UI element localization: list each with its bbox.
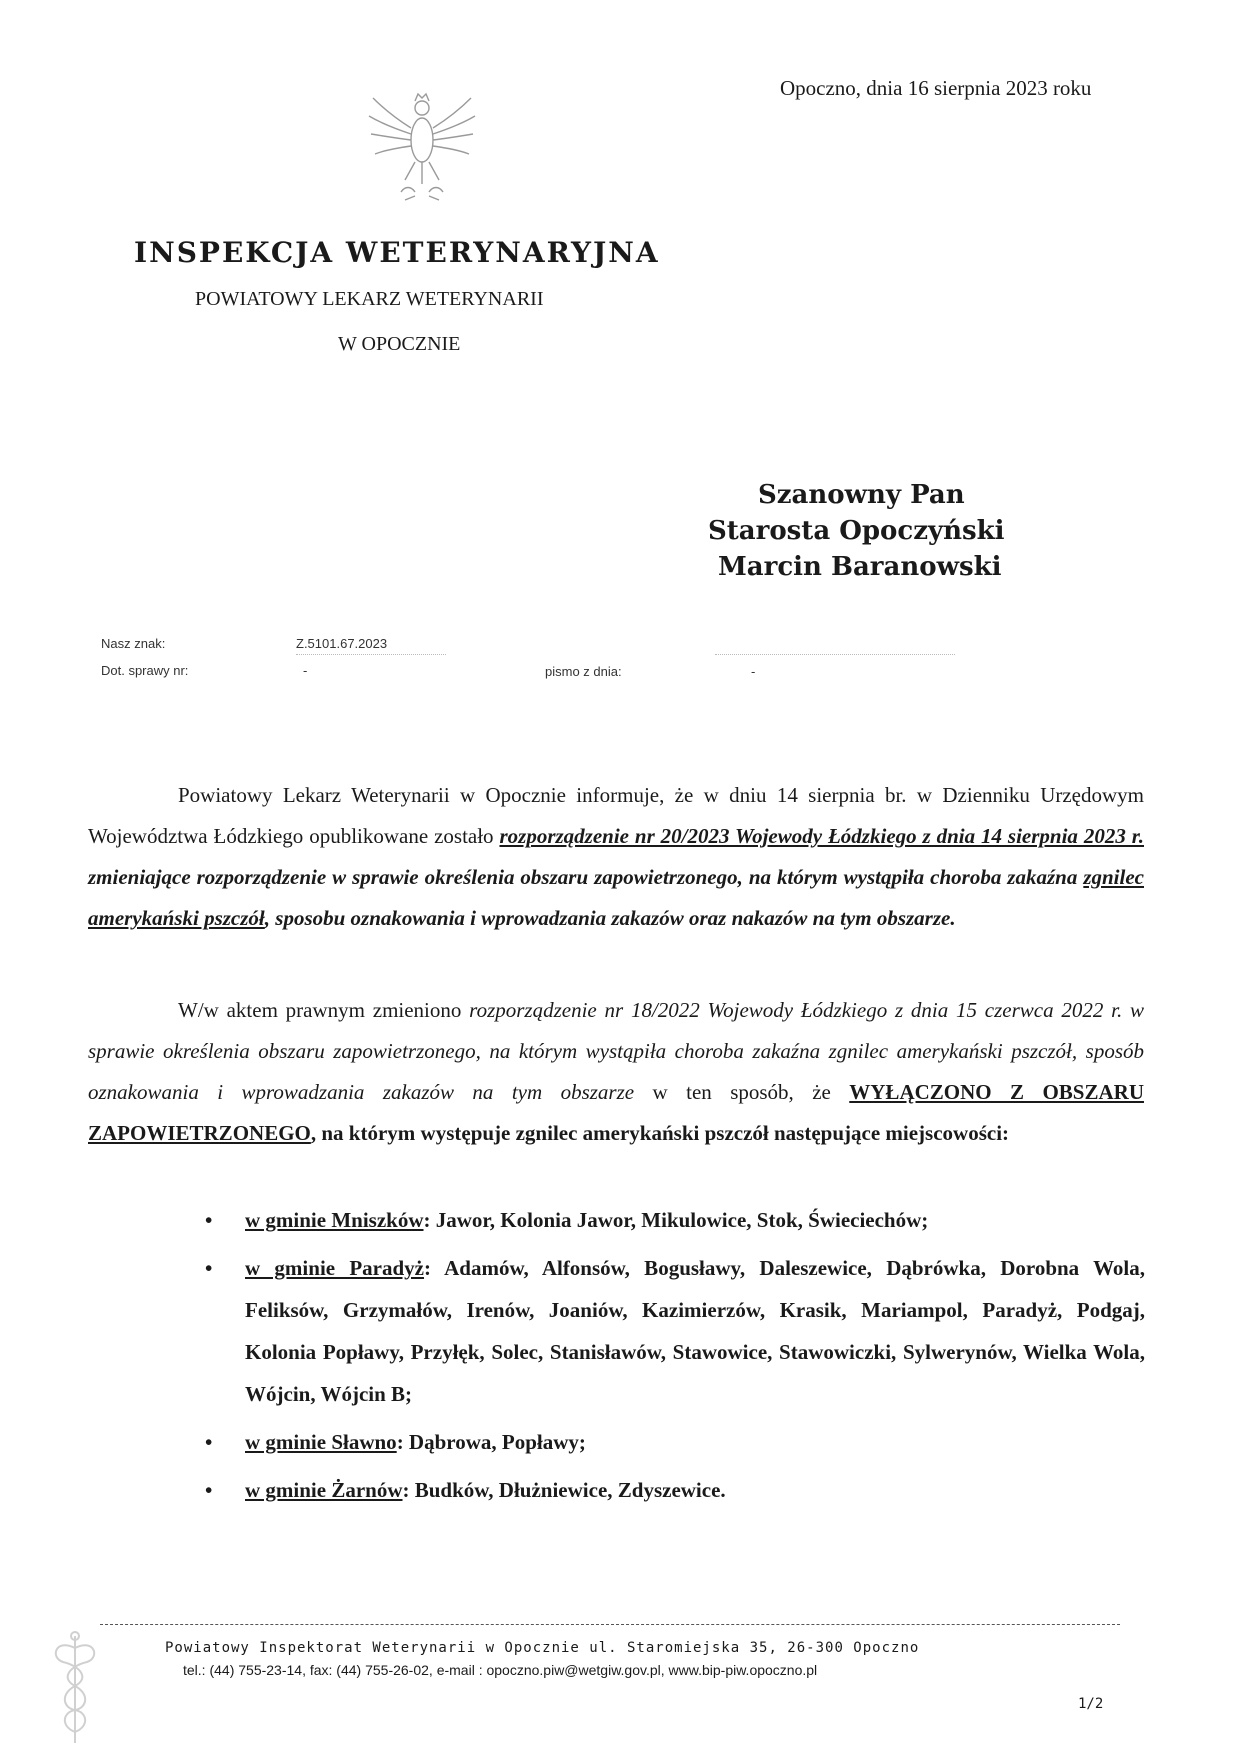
document-date: Opoczno, dnia 16 sierpnia 2023 roku: [780, 76, 1092, 100]
footer-contact: tel.: (44) 755-23-14, fax: (44) 755-26-02, e-mail : opoczno.piw@wetgiw.gov.pl, www.bip-piw.opoczno.pl: [183, 1662, 818, 1678]
gmina-name: w gminie Żarnów: [245, 1478, 403, 1502]
p1-intro: Powiatowy Lekarz Weterynarii w Opocznie informuje, że w dniu 14 sierpnia br. w Dzienniku Urzędowym Województwa Łódzkiego opublikowane zostało: [88, 783, 1144, 848]
list-item: [205, 1421, 1145, 1463]
letter-date-value: -: [751, 664, 756, 679]
gmina-villages: : Dąbrowa, Popławy;: [396, 1430, 586, 1454]
ref-divider: [715, 654, 955, 655]
list-item: [205, 1247, 1145, 1415]
recipient-title: Starosta Opoczyński: [708, 516, 1005, 546]
footer-address: Powiatowy Inspektorat Weterynarii w Opocznie ul. Staromiejska 35, 26-300 Opoczno: [165, 1640, 920, 1656]
gmina-villages: : Jawor, Kolonia Jawor, Mikulowice, Stok, Świeciechów;: [423, 1208, 929, 1232]
bullet-icon: •: [205, 1478, 213, 1502]
bullet-icon: •: [205, 1256, 213, 1280]
body-paragraph-2: [88, 990, 1144, 1154]
polish-eagle-emblem-icon: [365, 88, 480, 210]
gmina-name: w gminie Paradyż: [245, 1256, 425, 1280]
org-title: INSPEKCJA WETERYNARYJNA: [134, 236, 660, 269]
our-ref-value: Z.5101.67.2023: [296, 636, 388, 651]
list-item: [205, 1199, 1145, 1241]
gmina-name: w gminie Sławno: [245, 1430, 397, 1454]
our-ref-label: Nasz znak:: [101, 636, 166, 651]
p1-subject: zmieniające rozporządzenie w sprawie określenia obszaru zapowietrzonego, na którym wystąpiła choroba zakaźna: [88, 865, 1084, 889]
disease-name: zgnilec amerykański pszczół: [88, 865, 1144, 930]
p2-middle: w ten sposób, że: [634, 1080, 850, 1104]
p1-subject-end: , sposobu oznakowania i wprowadzania zakazów oraz nakazów na tym obszarze.: [264, 906, 956, 930]
gmina-villages: : Adamów, Alfonsów, Bogusławy, Daleszewice, Dąbrówka, Dorobna Wola, Feliksów, Grzymałów, Irenów, Joaniów, Kazimierzów, Krasik, Mariampol, Paradyż, Podgaj, Kolonia Popławy, Przyłęk, Solec, Stanisławów, Stawowice, Stawowiczki, Sylwerynów, Wielka Wola, Wójcin, Wójcin B;: [245, 1256, 1145, 1406]
regulation-reference: rozporządzenie nr 20/2023 Wojewody Łódzkiego z dnia 14 sierpnia 2023 r.: [499, 824, 1144, 848]
list-item: [205, 1469, 1145, 1511]
gmina-villages: : Budków, Dłużniewice, Zdyszewice.: [402, 1478, 726, 1502]
excluded-heading: WYŁĄCZONO Z OBSZARU ZAPOWIETRZONEGO: [88, 1080, 1144, 1145]
footer-divider: [100, 1624, 1120, 1625]
bullet-icon: •: [205, 1208, 213, 1232]
recipient-name: Marcin Baranowski: [718, 552, 1002, 582]
org-city: W OPOCZNIE: [338, 333, 461, 355]
page-number: 1/2: [1078, 1696, 1104, 1712]
case-label: Dot. sprawy nr:: [101, 663, 189, 678]
p2-intro: W/w aktem prawnym zmieniono: [178, 998, 470, 1022]
previous-regulation: rozporządzenie nr 18/2022 Wojewody Łódzkiego z dnia 15 czerwca 2022 r. w sprawie określenia obszaru zapowietrzonego, na którym wystąpiła choroba zakaźna zgnilec amerykański pszczół, sposób oznakowania i wprowadzania zakazów na tym obszarze: [88, 998, 1144, 1104]
ref-divider: [296, 654, 446, 655]
body-paragraph-1: [88, 775, 1144, 939]
excluded-places-list: [205, 1199, 1145, 1517]
gmina-name: w gminie Mniszków: [245, 1208, 424, 1232]
p2-end: , na którym występuje zgnilec amerykański pszczół następujące miejscowości:: [310, 1121, 1010, 1145]
letter-date-label: pismo z dnia:: [545, 664, 622, 679]
case-value: -: [303, 663, 308, 678]
org-subtitle: POWIATOWY LEKARZ WETERYNARII: [195, 288, 544, 310]
bullet-icon: •: [205, 1430, 213, 1454]
caduceus-icon: [35, 1628, 115, 1748]
recipient-salutation: Szanowny Pan: [758, 480, 965, 510]
